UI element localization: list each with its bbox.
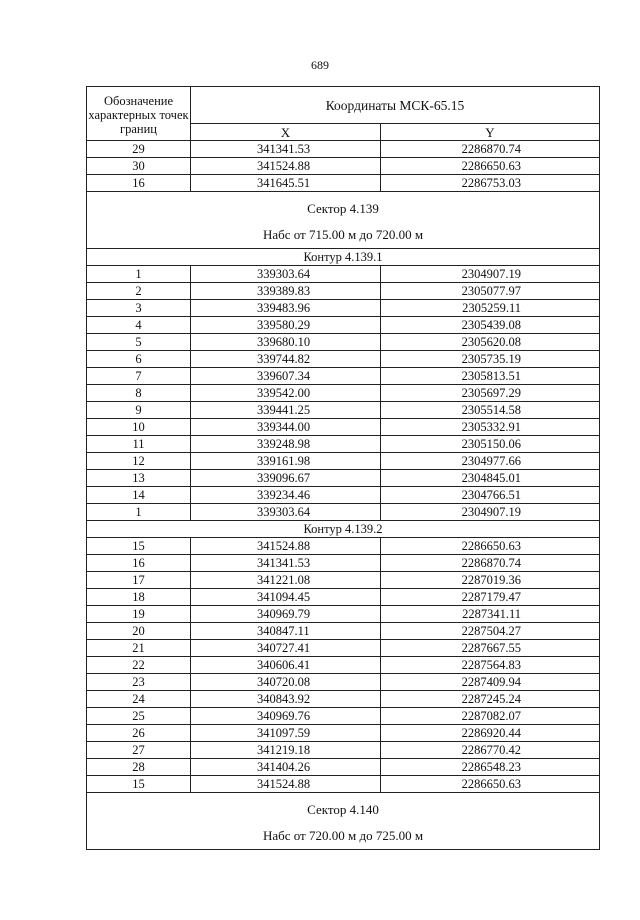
y-coordinate-cell: 2287019.36 bbox=[381, 572, 600, 589]
y-coordinate-cell: 2287341.11 bbox=[381, 606, 600, 623]
x-coordinate-cell: 341404.26 bbox=[191, 759, 381, 776]
table-row bbox=[87, 657, 600, 674]
table-row bbox=[87, 283, 600, 300]
table-row bbox=[87, 776, 600, 793]
header-row bbox=[87, 87, 600, 124]
y-coordinate-cell: 2286870.74 bbox=[381, 141, 600, 158]
point-number-cell: 15 bbox=[87, 776, 191, 793]
y-coordinate-cell: 2305697.29 bbox=[381, 385, 600, 402]
table-row bbox=[87, 470, 600, 487]
table-row bbox=[87, 453, 600, 470]
y-coordinate-cell: 2286650.63 bbox=[381, 158, 600, 175]
x-coordinate-cell: 340720.08 bbox=[191, 674, 381, 691]
x-coordinate-cell: 339580.29 bbox=[191, 317, 381, 334]
x-coordinate-cell: 339680.10 bbox=[191, 334, 381, 351]
x-coordinate-cell: 341524.88 bbox=[191, 538, 381, 555]
point-number-cell: 8 bbox=[87, 385, 191, 402]
point-number-cell: 23 bbox=[87, 674, 191, 691]
table-row bbox=[87, 725, 600, 742]
y-coordinate-cell: 2287504.27 bbox=[381, 623, 600, 640]
point-number-cell: 20 bbox=[87, 623, 191, 640]
contour-4-139-1-row bbox=[87, 249, 600, 266]
y-coordinate-cell: 2286650.63 bbox=[381, 776, 600, 793]
point-number-cell: 29 bbox=[87, 141, 191, 158]
y-coordinate-cell: 2305620.08 bbox=[381, 334, 600, 351]
y-coordinate-cell: 2287667.55 bbox=[381, 640, 600, 657]
table-row bbox=[87, 674, 600, 691]
x-coordinate-cell: 339483.96 bbox=[191, 300, 381, 317]
x-coordinate-cell: 339542.00 bbox=[191, 385, 381, 402]
y-coordinate-cell: 2304907.19 bbox=[381, 266, 600, 283]
coordinates-table bbox=[86, 86, 600, 850]
contour-title: Контур 4.139.1 bbox=[87, 249, 600, 266]
table-row bbox=[87, 606, 600, 623]
point-number-cell: 4 bbox=[87, 317, 191, 334]
contour-title: Контур 4.139.2 bbox=[87, 521, 600, 538]
point-number-cell: 25 bbox=[87, 708, 191, 725]
y-coordinate-cell: 2286770.42 bbox=[381, 742, 600, 759]
x-coordinate-cell: 339248.98 bbox=[191, 436, 381, 453]
point-number-cell: 12 bbox=[87, 453, 191, 470]
x-coordinate-cell: 340727.41 bbox=[191, 640, 381, 657]
x-coordinate-cell: 341094.45 bbox=[191, 589, 381, 606]
table-row bbox=[87, 538, 600, 555]
y-coordinate-cell: 2287245.24 bbox=[381, 691, 600, 708]
header-y: Y bbox=[381, 124, 600, 141]
x-coordinate-cell: 339161.98 bbox=[191, 453, 381, 470]
x-coordinate-cell: 341341.53 bbox=[191, 555, 381, 572]
y-coordinate-cell: 2286650.63 bbox=[381, 538, 600, 555]
y-coordinate-cell: 2287409.94 bbox=[381, 674, 600, 691]
table-row bbox=[87, 623, 600, 640]
table-row bbox=[87, 589, 600, 606]
y-coordinate-cell: 2286920.44 bbox=[381, 725, 600, 742]
point-number-cell: 15 bbox=[87, 538, 191, 555]
sector-4-139-row-cell bbox=[87, 192, 600, 249]
point-number-cell: 3 bbox=[87, 300, 191, 317]
point-number-cell: 9 bbox=[87, 402, 191, 419]
point-number-cell: 10 bbox=[87, 419, 191, 436]
point-number-cell: 6 bbox=[87, 351, 191, 368]
x-coordinate-cell: 341221.08 bbox=[191, 572, 381, 589]
x-coordinate-cell: 340969.79 bbox=[191, 606, 381, 623]
y-coordinate-cell: 2304845.01 bbox=[381, 470, 600, 487]
point-number-cell: 28 bbox=[87, 759, 191, 776]
x-coordinate-cell: 339744.82 bbox=[191, 351, 381, 368]
y-coordinate-cell: 2305332.91 bbox=[381, 419, 600, 436]
y-coordinate-cell: 2287082.07 bbox=[381, 708, 600, 725]
table-row bbox=[87, 419, 600, 436]
point-number-cell: 1 bbox=[87, 266, 191, 283]
table-row bbox=[87, 334, 600, 351]
x-coordinate-cell: 339096.67 bbox=[191, 470, 381, 487]
x-coordinate-cell: 339344.00 bbox=[191, 419, 381, 436]
x-coordinate-cell: 340606.41 bbox=[191, 657, 381, 674]
table-row bbox=[87, 385, 600, 402]
sector-4-139-row bbox=[87, 192, 600, 249]
y-coordinate-cell: 2305077.97 bbox=[381, 283, 600, 300]
x-coordinate-cell: 341524.88 bbox=[191, 158, 381, 175]
table-row bbox=[87, 317, 600, 334]
y-coordinate-cell: 2304977.66 bbox=[381, 453, 600, 470]
table-row bbox=[87, 708, 600, 725]
contour-4-139-2-row bbox=[87, 521, 600, 538]
point-number-cell: 27 bbox=[87, 742, 191, 759]
point-number-cell: 26 bbox=[87, 725, 191, 742]
table-row bbox=[87, 402, 600, 419]
y-coordinate-cell: 2286753.03 bbox=[381, 175, 600, 192]
y-coordinate-cell: 2305514.58 bbox=[381, 402, 600, 419]
table-row bbox=[87, 436, 600, 453]
table-row bbox=[87, 266, 600, 283]
x-coordinate-cell: 339303.64 bbox=[191, 504, 381, 521]
table-row bbox=[87, 175, 600, 192]
point-number-cell: 30 bbox=[87, 158, 191, 175]
page-number: 689 bbox=[311, 58, 329, 72]
table-row bbox=[87, 555, 600, 572]
y-coordinate-cell: 2305439.08 bbox=[381, 317, 600, 334]
y-coordinate-cell: 2305813.51 bbox=[381, 368, 600, 385]
table-row bbox=[87, 640, 600, 657]
header-coordinates: Координаты МСК-65.15 bbox=[191, 87, 600, 124]
table-row bbox=[87, 368, 600, 385]
table-row bbox=[87, 504, 600, 521]
x-coordinate-cell: 339389.83 bbox=[191, 283, 381, 300]
table-row bbox=[87, 158, 600, 175]
sector-title: Сектор 4.140 bbox=[307, 802, 379, 817]
point-number-cell: 18 bbox=[87, 589, 191, 606]
table-row bbox=[87, 141, 600, 158]
sector-4-140-row bbox=[87, 793, 600, 850]
sector-height-range: Набс от 715.00 м до 720.00 м bbox=[262, 227, 424, 242]
x-coordinate-cell: 340847.11 bbox=[191, 623, 381, 640]
table-row bbox=[87, 759, 600, 776]
table-row bbox=[87, 300, 600, 317]
point-number-cell: 5 bbox=[87, 334, 191, 351]
point-number-cell: 2 bbox=[87, 283, 191, 300]
point-number-cell: 19 bbox=[87, 606, 191, 623]
sector-4-140-row-cell bbox=[87, 793, 600, 850]
y-coordinate-cell: 2305259.11 bbox=[381, 300, 600, 317]
y-coordinate-cell: 2304907.19 bbox=[381, 504, 600, 521]
x-coordinate-cell: 341645.51 bbox=[191, 175, 381, 192]
x-coordinate-cell: 339234.46 bbox=[191, 487, 381, 504]
x-coordinate-cell: 340969.76 bbox=[191, 708, 381, 725]
point-number-cell: 14 bbox=[87, 487, 191, 504]
y-coordinate-cell: 2305150.06 bbox=[381, 436, 600, 453]
y-coordinate-cell: 2287564.83 bbox=[381, 657, 600, 674]
x-coordinate-cell: 341097.59 bbox=[191, 725, 381, 742]
sector-height-range: Набс от 720.00 м до 725.00 м bbox=[262, 828, 424, 843]
point-number-cell: 21 bbox=[87, 640, 191, 657]
point-number-cell: 17 bbox=[87, 572, 191, 589]
y-coordinate-cell: 2286548.23 bbox=[381, 759, 600, 776]
header-point-designation: Обозначение характерных точек границ bbox=[87, 87, 191, 141]
point-number-cell: 1 bbox=[87, 504, 191, 521]
x-coordinate-cell: 339303.64 bbox=[191, 266, 381, 283]
point-number-cell: 22 bbox=[87, 657, 191, 674]
table-row bbox=[87, 691, 600, 708]
point-number-cell: 13 bbox=[87, 470, 191, 487]
x-coordinate-cell: 339607.34 bbox=[191, 368, 381, 385]
table-row bbox=[87, 572, 600, 589]
sector-title: Сектор 4.139 bbox=[307, 201, 379, 216]
point-number-cell: 16 bbox=[87, 175, 191, 192]
table-row bbox=[87, 351, 600, 368]
y-coordinate-cell: 2304766.51 bbox=[381, 487, 600, 504]
point-number-cell: 11 bbox=[87, 436, 191, 453]
table-row bbox=[87, 487, 600, 504]
table-row bbox=[87, 742, 600, 759]
x-coordinate-cell: 339441.25 bbox=[191, 402, 381, 419]
point-number-cell: 24 bbox=[87, 691, 191, 708]
header-x: X bbox=[191, 124, 381, 141]
point-number-cell: 7 bbox=[87, 368, 191, 385]
x-coordinate-cell: 341524.88 bbox=[191, 776, 381, 793]
x-coordinate-cell: 341219.18 bbox=[191, 742, 381, 759]
x-coordinate-cell: 340843.92 bbox=[191, 691, 381, 708]
point-number-cell: 16 bbox=[87, 555, 191, 572]
y-coordinate-cell: 2286870.74 bbox=[381, 555, 600, 572]
x-coordinate-cell: 341341.53 bbox=[191, 141, 381, 158]
y-coordinate-cell: 2305735.19 bbox=[381, 351, 600, 368]
y-coordinate-cell: 2287179.47 bbox=[381, 589, 600, 606]
